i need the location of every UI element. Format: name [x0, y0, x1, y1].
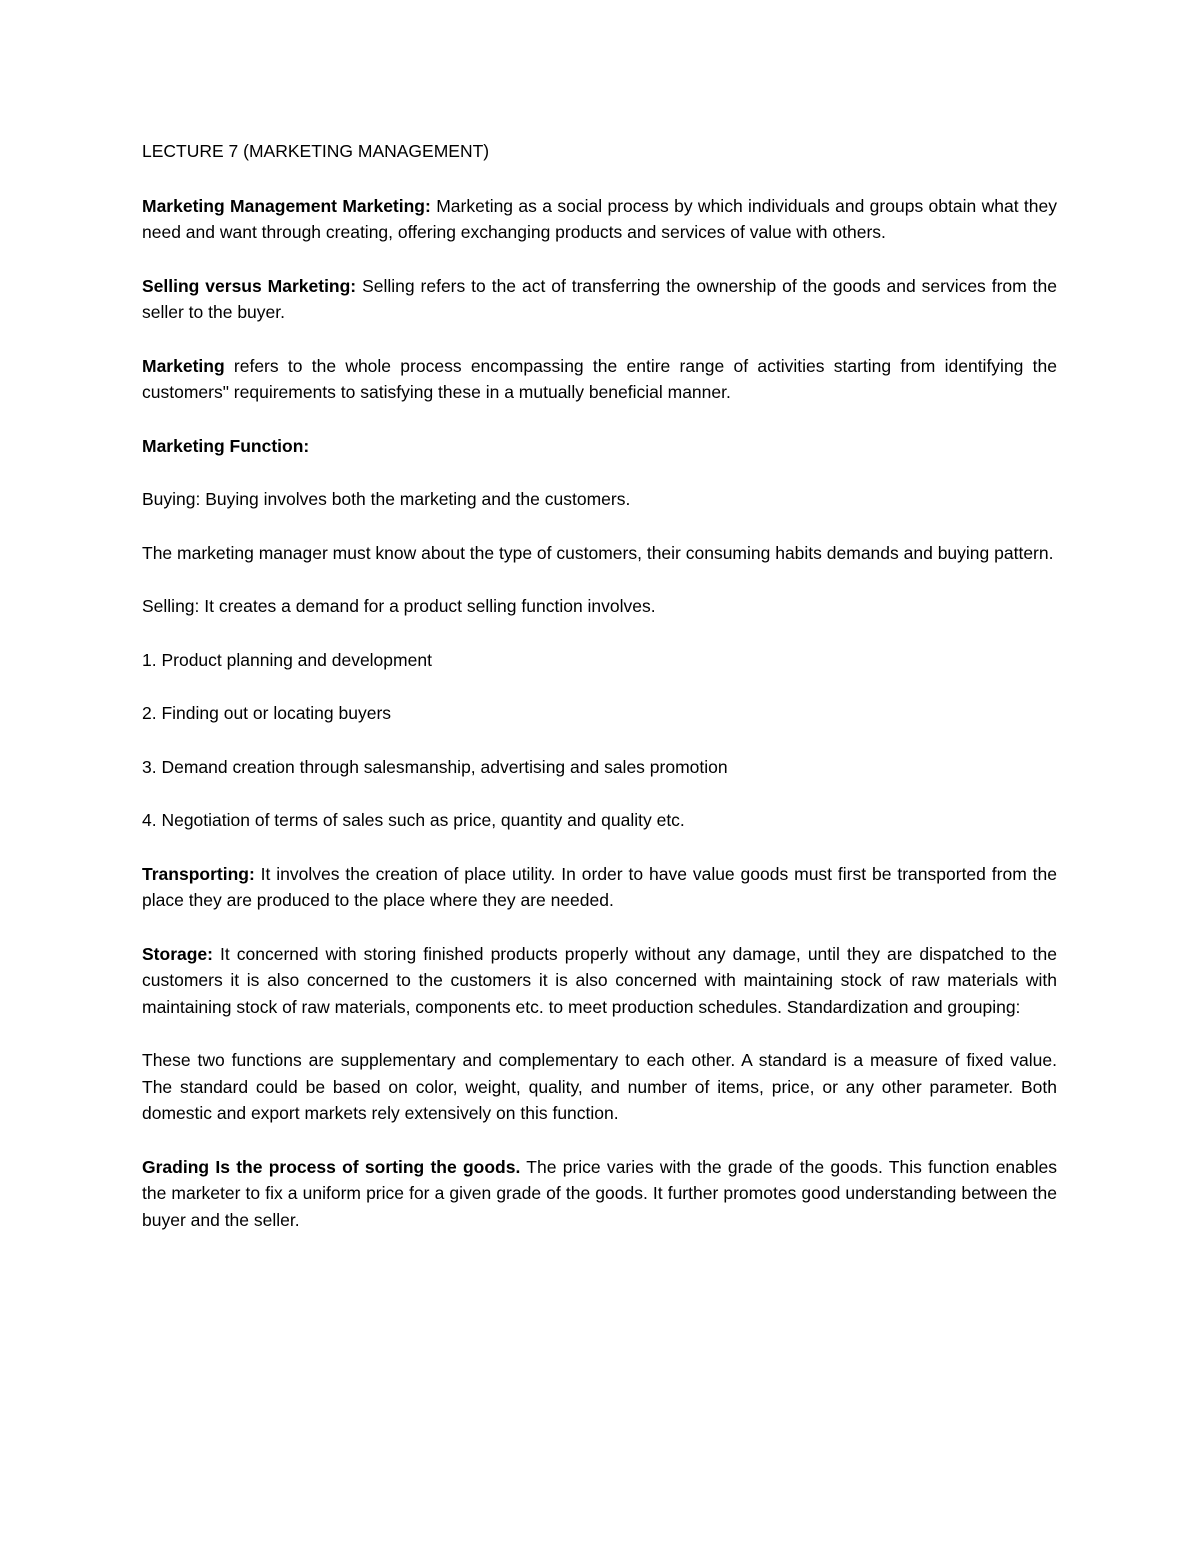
paragraph-transporting: [142, 861, 1057, 914]
paragraph-text: Marketing as a social process by which individuals and groups obtain what they need and want through creating, offering exchanging products and services of value with others.: [142, 195, 1058, 242]
paragraph-heading: Grading Is the process of sorting the goods.: [142, 1156, 521, 1177]
paragraph-selling: [142, 593, 1057, 620]
paragraph-heading: Marketing: [142, 355, 225, 376]
paragraph-text: It concerned with storing finished products properly without any damage, until they are dispatched to the customers it is also concerned to the customers it is also concerned with maintaining stock of raw materials with maintaining stock of raw materials, components etc. to meet production schedules. Standardization and grouping:: [142, 943, 1057, 1017]
paragraph-text: Buying: Buying involves both the marketing and the customers.: [142, 489, 631, 509]
section-heading-marketing-function: [142, 433, 1057, 460]
paragraph-selling-versus-marketing: [142, 273, 1057, 326]
list-item-3: [142, 754, 1057, 781]
paragraph-standardization: [142, 1047, 1057, 1127]
paragraph-storage: [142, 941, 1057, 1021]
paragraph-heading: Transporting:: [142, 863, 255, 884]
paragraph-text: refers to the whole process encompassing the entire range of activities starting from identifying the customers" requirements to satisfying these in a mutually beneficial manner.: [142, 355, 1057, 402]
paragraph-text: The marketing manager must know about the type of customers, their consuming habits demands and buying pattern.: [142, 542, 1054, 563]
paragraph-text: 4. Negotiation of terms of sales such as price, quantity and quality etc.: [142, 810, 685, 830]
paragraph-text: Selling refers to the act of transferring the ownership of the goods and services from the seller to the buyer.: [142, 275, 1057, 322]
paragraph-marketing-definition: [142, 353, 1057, 406]
paragraph-heading: Storage:: [142, 943, 213, 964]
list-item-2: [142, 700, 1057, 727]
paragraph-text: These two functions are supplementary and complementary to each other. A standard is a measure of fixed value. The standard could be based on color, weight, quality, and number of items, price, or any other parameter. Both domestic and export markets rely extensively on this function.: [142, 1050, 1057, 1123]
list-item-4: [142, 807, 1057, 834]
paragraph-heading: Marketing Management Marketing:: [142, 195, 431, 216]
paragraph-text: 1. Product planning and development: [142, 649, 432, 670]
document-title: LECTURE 7 (MARKETING MANAGEMENT): [142, 141, 490, 161]
paragraph-text: The price varies with the grade of the goods. This function enables the marketer to fix a uniform price for a given grade of the goods. It further promotes good understanding between the buyer and the seller.: [142, 1156, 1057, 1230]
paragraph-heading: Selling versus Marketing:: [142, 275, 357, 296]
paragraph-text: It involves the creation of place utility. In order to have value goods must first be transported from the place they are produced to the place where they are needed.: [142, 863, 1057, 910]
document-page: [142, 138, 1057, 1260]
paragraph-text: 3. Demand creation through salesmanship, advertising and sales promotion: [142, 756, 728, 777]
paragraph-heading: Marketing Function:: [142, 435, 310, 456]
paragraph-marketing-manager: [142, 540, 1057, 567]
paragraph-marketing-management: [142, 193, 1057, 246]
paragraph-buying: [142, 486, 1057, 513]
list-item-1: [142, 647, 1057, 674]
paragraph-grading: [142, 1154, 1057, 1234]
paragraph-text: Selling: It creates a demand for a product selling function involves.: [142, 596, 656, 616]
paragraph-text: 2. Finding out or locating buyers: [142, 703, 392, 723]
